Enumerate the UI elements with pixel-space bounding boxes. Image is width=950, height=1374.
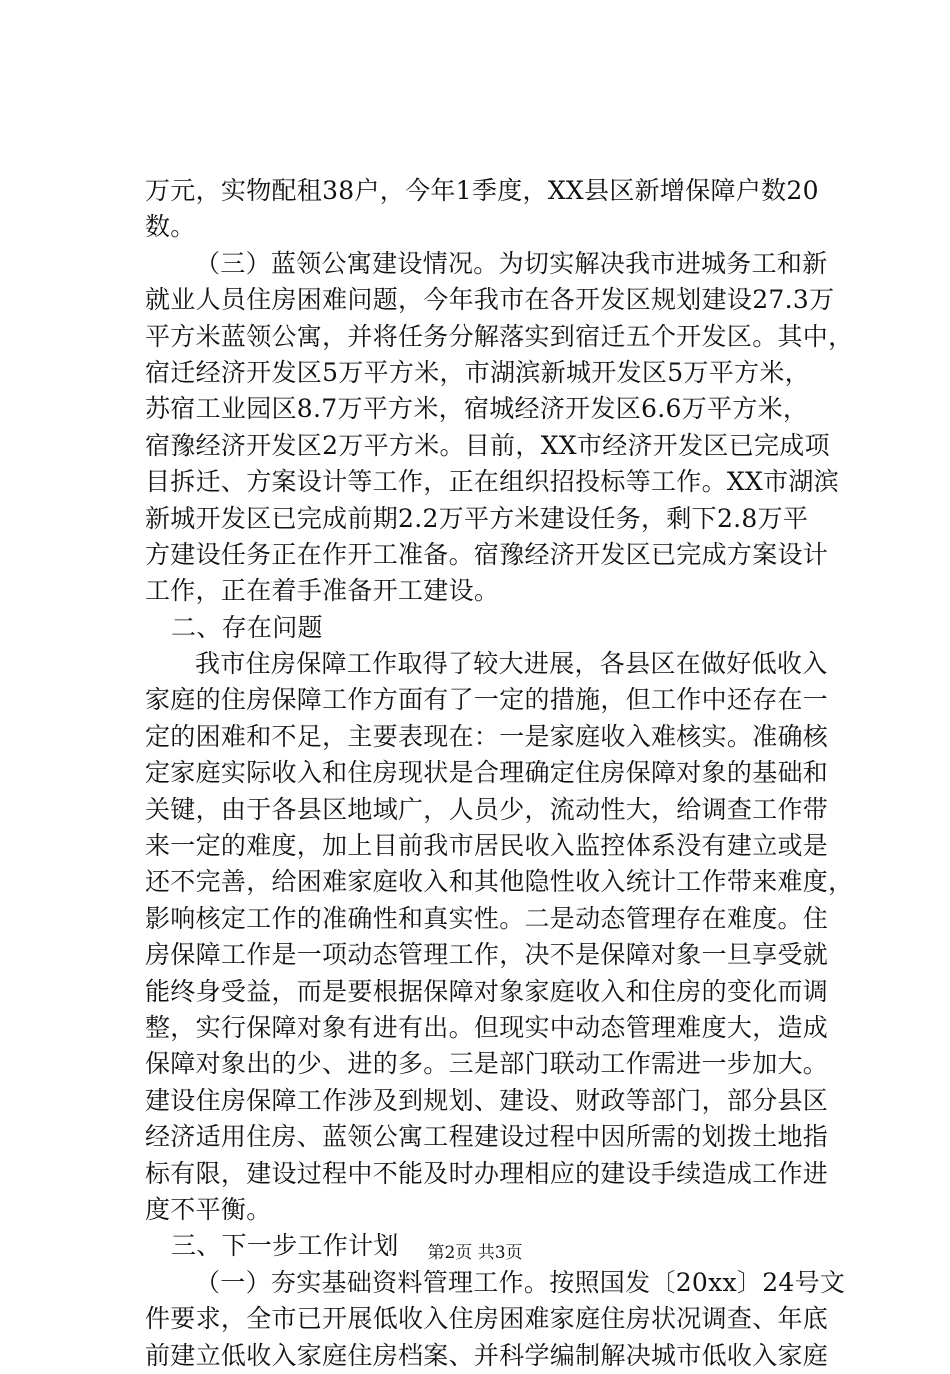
text-line: 目拆迁、方案设计等工作，正在组织招投标等工作。XX市湖滨 [145,467,839,497]
text-line: 来一定的难度，加上目前我市居民收入监控体系没有建立或是 [145,831,829,861]
text-line: 方建设任务正在作开工准备。宿豫经济开发区已完成方案设计 [145,539,829,569]
page-footer: 第2页 共3页 [427,1243,523,1263]
text-line: 件要求，全市已开展低收入住房困难家庭住房状况调查、年底 [145,1304,829,1334]
text-line: 保障对象出的少、进的多。三是部门联动工作需进一步加大。 [145,1049,829,1079]
text-line: 前建立低收入家庭住房档案、并科学编制解决城市低收入家庭 [145,1340,829,1370]
text-line: 度不平衡。 [145,1194,272,1224]
text-line: 就业人员住房困难问题，今年我市在各开发区规划建设27.3万 [145,285,835,315]
text-line: 标有限，建设过程中不能及时办理相应的建设手续造成工作进 [145,1158,829,1188]
text-line: 我市住房保障工作取得了较大进展，各县区在做好低收入 [195,649,828,679]
document-body [145,173,854,1374]
text-line: 房保障工作是一项动态管理工作，决不是保障对象一旦享受就 [145,940,829,970]
text-line: 建设住房保障工作涉及到规划、建设、财政等部门，部分县区 [145,1085,829,1115]
text-line: 数。 [145,212,196,242]
text-line: 能终身受益，而是要根据保障对象家庭收入和住房的变化而调 [145,976,829,1006]
text-line: 平方米蓝领公寓，并将任务分解落实到宿迁五个开发区。其中， [145,321,854,351]
text-line: 宿迁经济开发区5万平方米，市湖滨新城开发区5万平方米， [145,357,810,387]
text-line: 工作，正在着手准备开工建设。 [145,576,500,606]
text-line: 定家庭实际收入和住房现状是合理确定住房保障对象的基础和 [145,758,829,788]
text-line: 经济适用住房、蓝领公寓工程建设过程中因所需的划拨土地指 [145,1122,829,1152]
text-line: 二、存在问题 [171,612,323,642]
text-line: 关键，由于各县区地域广，人员少，流动性大，给调查工作带 [145,794,829,824]
text-line: 宿豫经济开发区2万平方米。目前，XX市经济开发区已完成项 [145,430,830,460]
text-line: 整，实行保障对象有进有出。但现实中动态管理难度大，造成 [145,1012,829,1042]
text-line: （一）夯实基础资料管理工作。按照国发〔20xx〕24号文 [195,1267,846,1297]
text-line: 新城开发区已完成前期2.2万平方米建设任务，剩下2.8万平 [145,503,809,533]
text-line: （三）蓝领公寓建设情况。为切实解决我市进城务工和新 [195,248,828,278]
text-line: 家庭的住房保障工作方面有了一定的措施，但工作中还存在一 [145,685,829,715]
text-line: 苏宿工业园区8.7万平方米，宿城经济开发区6.6万平方米， [145,394,809,424]
text-line: 万元，实物配租38户，今年1季度，XX县区新增保障户数20 [145,176,819,205]
text-line: 三、下一步工作计划 [171,1231,399,1261]
text-line: 还不完善，给困难家庭收入和其他隐性收入统计工作带来难度， [145,867,854,897]
text-line: 定的困难和不足，主要表现在：一是家庭收入难核实。准确核 [145,721,829,751]
text-line: 影响核定工作的准确性和真实性。二是动态管理存在难度。住 [145,903,829,933]
